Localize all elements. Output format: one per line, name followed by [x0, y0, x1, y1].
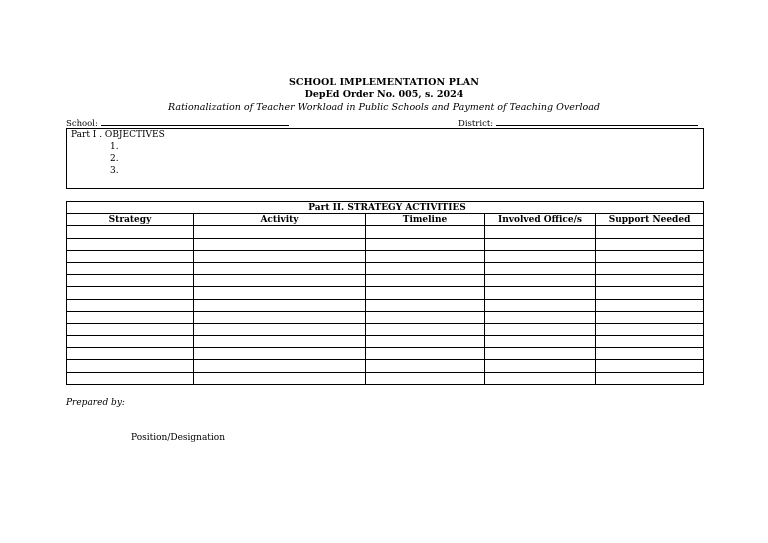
table-cell-activity[interactable] [194, 323, 366, 335]
table-cell-support-needed[interactable] [596, 372, 704, 384]
table-cell-support-needed[interactable] [596, 299, 704, 311]
table-cell-involved-offices[interactable] [485, 348, 596, 360]
table-cell-timeline[interactable] [366, 238, 485, 250]
table-cell-timeline[interactable] [366, 323, 485, 335]
table-cell-support-needed[interactable] [596, 262, 704, 274]
table-cell-activity[interactable] [194, 299, 366, 311]
table-cell-support-needed[interactable] [596, 311, 704, 323]
table-cell-timeline[interactable] [366, 250, 485, 262]
table-cell-timeline[interactable] [366, 311, 485, 323]
table-cell-support-needed[interactable] [596, 287, 704, 299]
table-cell-strategy[interactable] [67, 311, 194, 323]
column-header-timeline: Timeline [366, 214, 485, 226]
table-cell-strategy[interactable] [67, 287, 194, 299]
table-body [67, 226, 704, 384]
document-title: SCHOOL IMPLEMENTATION PLAN [288, 77, 480, 88]
table-row [67, 275, 704, 287]
district-blank-line[interactable] [496, 117, 698, 126]
table-cell-timeline[interactable] [366, 226, 485, 238]
column-header-strategy: Strategy [67, 214, 194, 226]
objective-item-3: 3. [110, 166, 119, 176]
table-cell-strategy[interactable] [67, 262, 194, 274]
table-row [67, 311, 704, 323]
table-cell-activity[interactable] [194, 250, 366, 262]
table-cell-strategy[interactable] [67, 360, 194, 372]
table-row [67, 360, 704, 372]
table-cell-support-needed[interactable] [596, 226, 704, 238]
table-cell-involved-offices[interactable] [485, 299, 596, 311]
table-cell-activity[interactable] [194, 311, 366, 323]
table-row [67, 372, 704, 384]
table-cell-strategy[interactable] [67, 336, 194, 348]
strategy-activities-heading: Part II. STRATEGY ACTIVITIES [67, 202, 704, 214]
document-subtitle: Rationalization of Teacher Workload in Public Schools and Payment of Teaching Overload [168, 102, 600, 113]
table-cell-support-needed[interactable] [596, 238, 704, 250]
table-cell-timeline[interactable] [366, 348, 485, 360]
table-cell-activity[interactable] [194, 348, 366, 360]
table-header-row [67, 214, 704, 226]
table-cell-timeline[interactable] [366, 299, 485, 311]
school-label: School: [66, 119, 98, 129]
table-row [67, 323, 704, 335]
table-cell-support-needed[interactable] [596, 360, 704, 372]
table-cell-involved-offices[interactable] [485, 250, 596, 262]
table-cell-timeline[interactable] [366, 372, 485, 384]
table-cell-timeline[interactable] [366, 287, 485, 299]
table-row [67, 299, 704, 311]
table-cell-timeline[interactable] [366, 336, 485, 348]
order-number: DepEd Order No. 005, s. 2024 [304, 89, 464, 100]
table-cell-activity[interactable] [194, 360, 366, 372]
table-cell-strategy[interactable] [67, 226, 194, 238]
table-cell-activity[interactable] [194, 336, 366, 348]
table-cell-support-needed[interactable] [596, 323, 704, 335]
table-row [67, 250, 704, 262]
table-cell-timeline[interactable] [366, 275, 485, 287]
table-cell-activity[interactable] [194, 372, 366, 384]
table-cell-involved-offices[interactable] [485, 372, 596, 384]
table-cell-timeline[interactable] [366, 262, 485, 274]
table-cell-involved-offices[interactable] [485, 311, 596, 323]
table-cell-activity[interactable] [194, 262, 366, 274]
table-row [67, 238, 704, 250]
table-cell-strategy[interactable] [67, 372, 194, 384]
table-cell-involved-offices[interactable] [485, 287, 596, 299]
table-cell-support-needed[interactable] [596, 250, 704, 262]
table-cell-support-needed[interactable] [596, 336, 704, 348]
objective-item-1: 1. [110, 142, 119, 152]
table-cell-involved-offices[interactable] [485, 226, 596, 238]
column-header-support-needed: Support Needed [596, 214, 704, 226]
table-cell-involved-offices[interactable] [485, 238, 596, 250]
table-cell-timeline[interactable] [366, 360, 485, 372]
objectives-box [66, 128, 704, 189]
table-cell-involved-offices[interactable] [485, 323, 596, 335]
column-header-activity: Activity [194, 214, 366, 226]
table-cell-activity[interactable] [194, 238, 366, 250]
table-cell-strategy[interactable] [67, 238, 194, 250]
table-cell-strategy[interactable] [67, 323, 194, 335]
table-cell-involved-offices[interactable] [485, 262, 596, 274]
table-cell-activity[interactable] [194, 287, 366, 299]
table-caption-row [67, 202, 704, 214]
table-cell-strategy[interactable] [67, 275, 194, 287]
table-row [67, 287, 704, 299]
column-header-involved-offices: Involved Office/s [485, 214, 596, 226]
table-cell-support-needed[interactable] [596, 275, 704, 287]
table-cell-activity[interactable] [194, 275, 366, 287]
district-label: District: [458, 119, 494, 129]
table-cell-strategy[interactable] [67, 299, 194, 311]
school-blank-line[interactable] [101, 117, 289, 126]
table-cell-involved-offices[interactable] [485, 275, 596, 287]
table-cell-strategy[interactable] [67, 348, 194, 360]
objective-item-2: 2. [110, 154, 119, 164]
prepared-by-label: Prepared by: [66, 398, 125, 408]
table-cell-support-needed[interactable] [596, 348, 704, 360]
table-cell-strategy[interactable] [67, 250, 194, 262]
table-row [67, 336, 704, 348]
strategy-activities-table [66, 201, 704, 385]
table-row [67, 262, 704, 274]
table-row [67, 348, 704, 360]
table-cell-involved-offices[interactable] [485, 360, 596, 372]
position-designation-label: Position/Designation [131, 433, 226, 443]
objectives-heading: Part I . OBJECTIVES [71, 130, 165, 140]
table-cell-activity[interactable] [194, 226, 366, 238]
table-cell-involved-offices[interactable] [485, 336, 596, 348]
table-row [67, 226, 704, 238]
